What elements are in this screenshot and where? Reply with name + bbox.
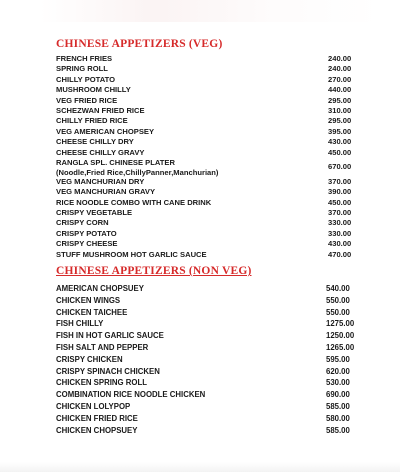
item-name: CRISPY CHICKEN xyxy=(56,354,123,364)
item-price: 295.00 xyxy=(328,95,352,105)
item-price: 620.00 xyxy=(326,366,350,376)
item-name: CRISPY SPINACH CHICKEN xyxy=(56,366,160,376)
menu-item xyxy=(56,426,356,438)
veg-section-heading: CHINESE APPETIZERS (VEG) xyxy=(56,38,223,50)
menu-item xyxy=(56,343,356,355)
item-name: SCHEZWAN FRIED RICE xyxy=(56,105,145,115)
item-price: 585.00 xyxy=(326,425,350,435)
item-name: RICE NOODLE COMBO WITH CANE DRINK xyxy=(56,197,212,207)
menu-item xyxy=(56,106,356,116)
item-price: 240.00 xyxy=(328,54,352,63)
item-price: 1265.00 xyxy=(326,342,355,352)
menu-item xyxy=(56,208,356,218)
veg-item-list xyxy=(56,54,356,260)
item-name: FRENCH FRIES xyxy=(56,54,113,63)
nonveg-section-heading: CHINESE APPETIZERS (NON VEG) xyxy=(56,265,252,277)
menu-item xyxy=(56,355,356,367)
item-name: CHICKEN WINGS xyxy=(56,295,121,305)
menu-item xyxy=(56,96,356,106)
item-price: 450.00 xyxy=(328,147,352,157)
item-name: CHICKEN TAICHEE xyxy=(56,307,128,317)
item-name: AMERICAN CHOPSUEY xyxy=(56,284,144,293)
menu-item xyxy=(56,218,356,228)
menu-item xyxy=(56,319,356,331)
menu-item xyxy=(56,308,356,320)
item-price: 595.00 xyxy=(326,354,350,364)
item-price: 430.00 xyxy=(328,239,352,249)
item-name: VEG AMERICAN CHOPSEY xyxy=(56,126,155,136)
item-price: 550.00 xyxy=(326,295,350,305)
item-name: CRISPY POTATO xyxy=(56,228,117,238)
menu-item xyxy=(56,75,356,85)
item-name: MUSHROOM CHILLY xyxy=(56,85,131,95)
item-name: CHICKEN CHOPSUEY xyxy=(56,425,138,435)
item-price: 670.00 xyxy=(328,161,352,171)
menu-item xyxy=(56,250,356,260)
menu-item xyxy=(56,116,356,126)
item-price: 310.00 xyxy=(328,105,352,115)
item-price: 540.00 xyxy=(326,284,350,293)
item-price: 585.00 xyxy=(326,401,350,411)
menu-item xyxy=(56,158,356,177)
menu-item xyxy=(56,414,356,426)
menu-item xyxy=(56,127,356,137)
item-price: 390.00 xyxy=(328,187,352,197)
item-name: CHEESE CHILLY GRAVY xyxy=(56,147,145,157)
menu-item xyxy=(56,367,356,379)
menu-item xyxy=(56,296,356,308)
item-price: 450.00 xyxy=(328,197,352,207)
item-price: 690.00 xyxy=(326,390,350,400)
item-price: 440.00 xyxy=(328,85,352,95)
menu-item xyxy=(56,148,356,158)
item-price: 370.00 xyxy=(328,176,352,186)
item-price: 470.00 xyxy=(328,249,352,259)
menu-item xyxy=(56,187,356,197)
menu-item xyxy=(56,239,356,249)
item-price: 1275.00 xyxy=(326,319,355,329)
item-price: 530.00 xyxy=(326,378,350,388)
item-name-detail: (Noodle,Fried Rice,ChillyPanner,Manchurian) xyxy=(56,167,219,177)
item-price: 1250.00 xyxy=(326,331,355,341)
item-name: CHICKEN LOLYPOP xyxy=(56,401,131,411)
item-name: CHICKEN FRIED RICE xyxy=(56,413,138,423)
menu-item xyxy=(56,64,356,74)
item-name: STUFF MUSHROOM HOT GARLIC SAUCE xyxy=(56,249,207,259)
menu-item xyxy=(56,331,356,343)
item-name: CRISPY VEGETABLE xyxy=(56,208,133,218)
item-price: 550.00 xyxy=(326,307,350,317)
item-name: CRISPY CORN xyxy=(56,218,109,228)
item-name: COMBINATION RICE NOODLE CHICKEN xyxy=(56,390,206,400)
item-name: FISH IN HOT GARLIC SAUCE xyxy=(56,331,164,341)
menu-item xyxy=(56,177,356,187)
item-price: 370.00 xyxy=(328,208,352,218)
item-price: 240.00 xyxy=(328,64,352,74)
item-name: VEG FRIED RICE xyxy=(56,95,118,105)
item-price: 580.00 xyxy=(326,413,350,423)
item-name: SPRING ROLL xyxy=(56,64,108,74)
item-price: 330.00 xyxy=(328,218,352,228)
item-name xyxy=(56,158,218,177)
menu-item xyxy=(56,198,356,208)
menu-item xyxy=(56,85,356,95)
item-name: CHICKEN SPRING ROLL xyxy=(56,378,147,388)
item-name-line: RANGLA SPL. CHINESE PLATER xyxy=(56,157,175,167)
menu-item xyxy=(56,390,356,402)
menu-item xyxy=(56,137,356,147)
menu-item xyxy=(56,54,356,64)
item-name: CHEESE CHILLY DRY xyxy=(56,137,134,147)
item-name: CRISPY CHEESE xyxy=(56,239,118,249)
item-name: FISH SALT AND PEPPER xyxy=(56,342,149,352)
menu-item xyxy=(56,284,356,296)
page-bottom-shadow xyxy=(0,462,400,472)
nonveg-item-list xyxy=(56,284,356,437)
item-name: VEG MANCHURIAN DRY xyxy=(56,176,145,186)
item-name: CHILLY POTATO xyxy=(56,74,116,84)
menu-item xyxy=(56,229,356,239)
menu-item xyxy=(56,402,356,414)
menu-item xyxy=(56,378,356,390)
item-price: 295.00 xyxy=(328,116,352,126)
item-name: FISH CHILLY xyxy=(56,319,104,329)
item-price: 330.00 xyxy=(328,228,352,238)
item-price: 395.00 xyxy=(328,126,352,136)
item-price: 270.00 xyxy=(328,74,352,84)
paper-smudge xyxy=(40,0,380,22)
item-name: VEG MANCHURIAN GRAVY xyxy=(56,187,156,197)
item-name: CHILLY FRIED RICE xyxy=(56,116,128,126)
item-price: 430.00 xyxy=(328,137,352,147)
